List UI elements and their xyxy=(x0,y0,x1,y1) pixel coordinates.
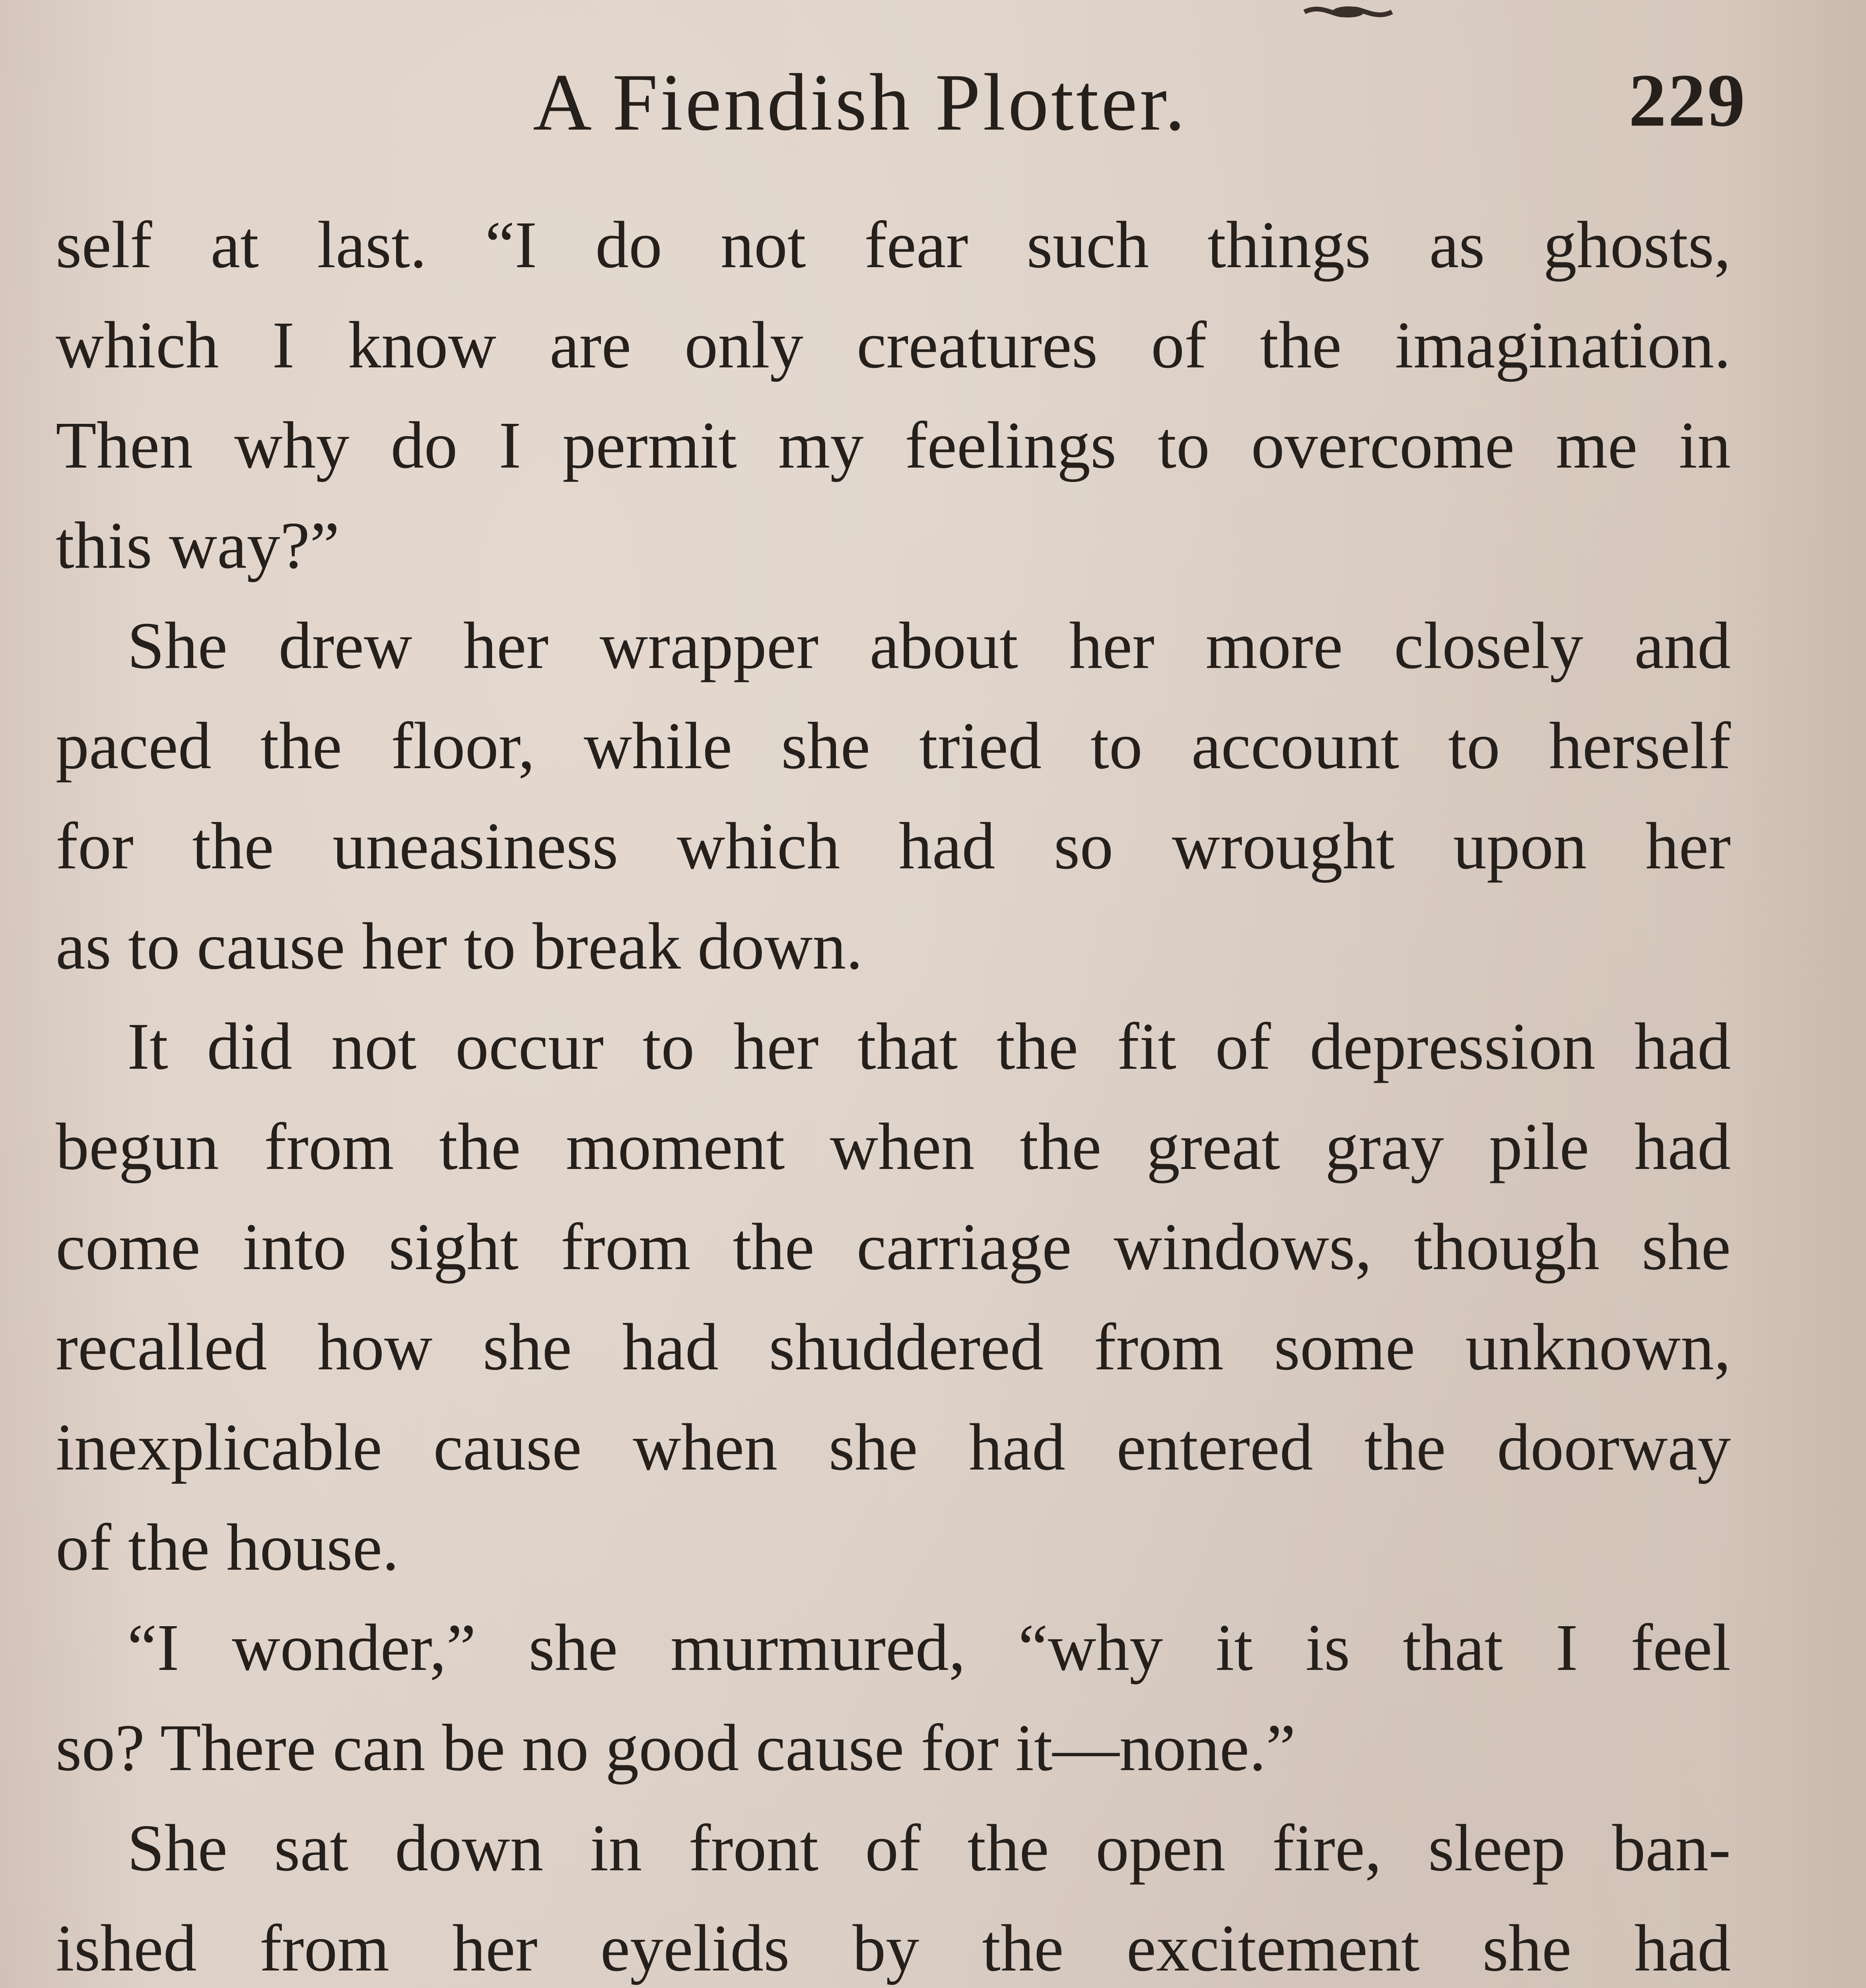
text-line: self at last. “I do not fear such things as ghosts, xyxy=(56,208,1731,282)
running-title: A Fiendish Plotter. xyxy=(533,57,1188,148)
text-line: this way?” xyxy=(56,509,340,582)
text-line: as to cause her to break down. xyxy=(56,909,863,983)
text-line: paced the floor, while she tried to account to herself xyxy=(56,709,1731,783)
text-line: Then why do I permit my feelings to overcome me in xyxy=(56,408,1731,482)
text-line: which I know are only creatures of the imagination. xyxy=(56,308,1731,382)
text-line: recalled how she had shuddered from some unknown, xyxy=(56,1310,1731,1384)
text-line: come into sight from the carriage windows, though she xyxy=(56,1210,1731,1284)
page-header xyxy=(56,48,1747,148)
text-line: for the uneasiness which had so wrought upon her xyxy=(56,809,1731,883)
text-line: so? There can be no good cause for it—none.” xyxy=(56,1711,1296,1785)
text-line: ished from her eyelids by the excitement she had xyxy=(56,1911,1731,1985)
text-line: inexplicable cause when she had entered the doorway xyxy=(56,1410,1731,1484)
text-line: It did not occur to her that the fit of depression had xyxy=(127,1010,1731,1083)
text-line: She sat down in front of the open fire, sleep ban- xyxy=(127,1811,1731,1885)
page-number: 229 xyxy=(1629,59,1747,142)
text-line: of the house. xyxy=(56,1510,399,1584)
body-text xyxy=(56,195,1731,1988)
text-line: begun from the moment when the great gray pile had xyxy=(56,1110,1731,1184)
ornament-icon xyxy=(1300,0,1396,24)
text-line: She drew her wrapper about her more closely and xyxy=(127,609,1731,683)
text-line: “I wonder,” she murmured, “why it is that I feel xyxy=(127,1611,1731,1685)
